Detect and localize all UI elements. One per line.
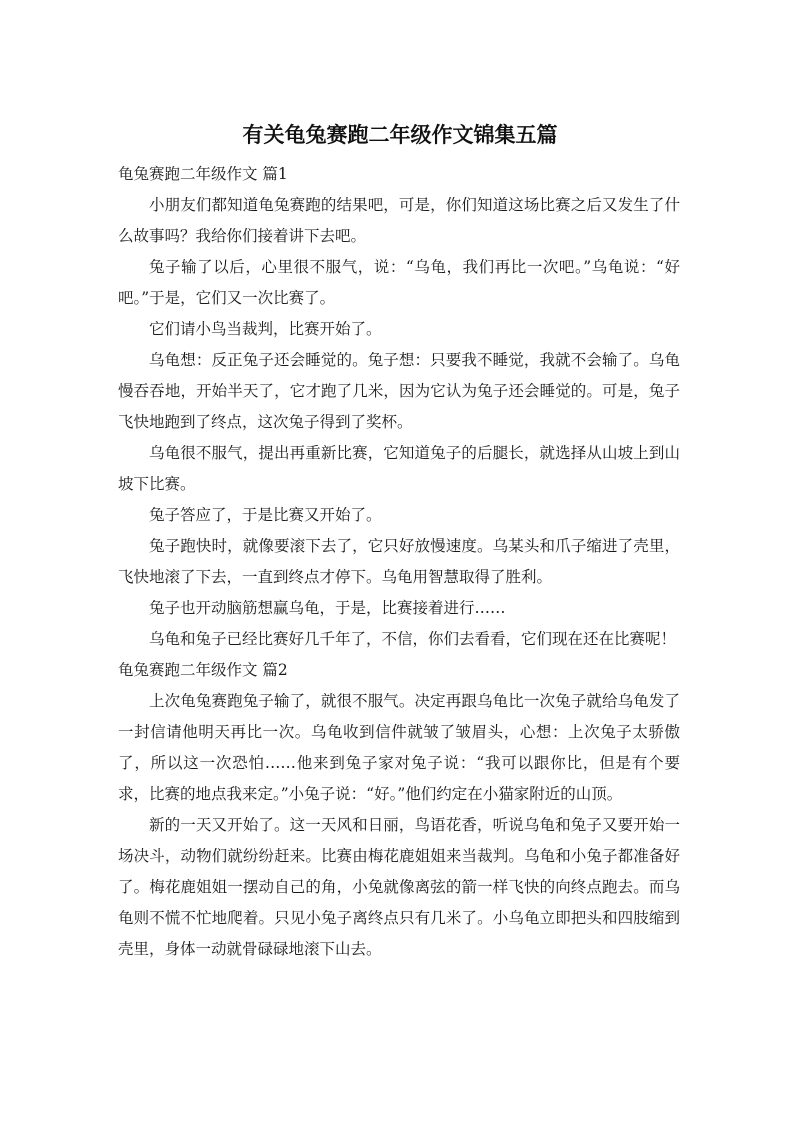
section-heading: 龟兔赛跑二年级作文 篇2 (118, 661, 288, 679)
paragraph: 小朋友们都知道龟兔赛跑的结果吧，可是，你们知道这场比赛之后又发生了什么故事吗？我给你们接着讲下去吧。 (118, 196, 680, 245)
section-heading: 龟兔赛跑二年级作文 篇1 (118, 165, 288, 183)
paragraph: 兔子跑快时，就像要滚下去了，它只好放慢速度。乌某头和爪子缩进了壳里，飞快地滚了下去，一直到终点才停下。乌龟用智慧取得了胜利。 (118, 537, 680, 586)
paragraph: 兔子答应了，于是比赛又开始了。 (149, 506, 382, 524)
paragraph: 兔子输了以后，心里很不服气，说：“乌龟，我们再比一次吧。”乌龟说：“好吧。”于是，它们又一次比赛了。 (118, 258, 680, 307)
paragraph: 新的一天又开始了。这一天风和日丽，鸟语花香，听说乌龟和兔子又要开始一场决斗，动物们就纷纷赶来。比赛由梅花鹿姐姐来当裁判。乌龟和小兔子都准备好了。梅花鹿姐姐一摆动自己的角，小兔就像离弦的箭一样飞快的向终点跑去。而乌龟则不慌不忙地爬着。只见小兔子离终点只有几米了。小乌龟立即把头和四肢缩到壳里，身体一动就骨碌碌地滚下山去。 (118, 816, 680, 958)
document-title: 有关龟兔赛跑二年级作文锦集五篇 (242, 123, 558, 147)
paragraph: 乌龟和兔子已经比赛好几千年了，不信，你们去看看，它们现在还在比赛呢！ (149, 630, 677, 648)
paragraph: 兔子也开动脑筋想赢乌龟，于是，比赛接着进行…… (149, 599, 506, 617)
paragraph: 乌龟想：反正兔子还会睡觉的。兔子想：只要我不睡觉，我就不会输了。乌龟慢吞吞地，开始半天了，它才跑了几米，因为它认为兔子还会睡觉的。可是，兔子飞快地跑到了终点，这次兔子得到了奖杯。 (118, 351, 680, 431)
document-body (118, 159, 680, 965)
paragraph: 乌龟很不服气，提出再重新比赛，它知道兔子的后腿长，就选择从山坡上到山坡下比赛。 (118, 444, 680, 493)
paragraph: 上次龟兔赛跑兔子输了，就很不服气。决定再跟乌龟比一次兔子就给乌龟发了一封信请他明天再比一次。乌龟收到信件就皱了皱眉头，心想：上次兔子太骄傲了，所以这一次恐怕……他来到兔子家对兔子说：“我可以跟你比，但是有个要求，比赛的地点我来定。”小兔子说：“好。”他们约定在小猫家附近的山顶。 (118, 692, 680, 803)
paragraph: 它们请小鸟当裁判，比赛开始了。 (149, 320, 382, 338)
